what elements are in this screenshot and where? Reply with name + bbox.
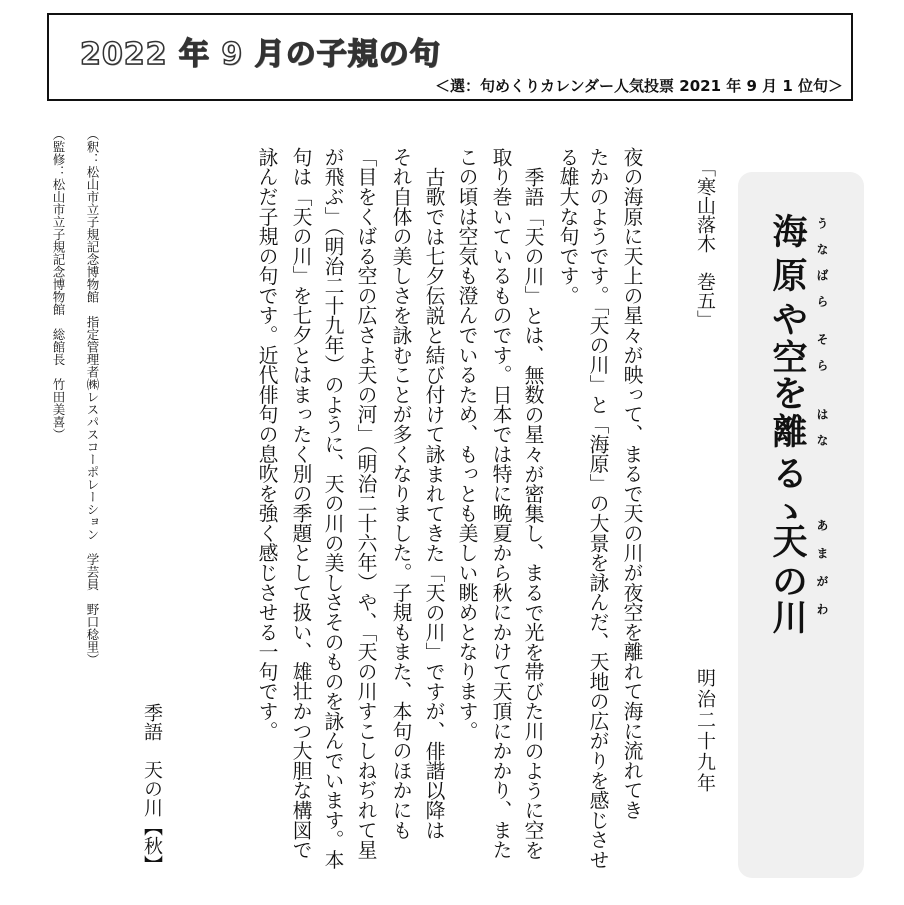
source-citation: 「寒山落木 巻五」 (694, 158, 716, 329)
haiku-char: 海 (772, 212, 808, 253)
supervision-credit: （監修：松山市立子規記念博物館 総館長 竹田美喜） (51, 128, 66, 441)
haiku-char: を (772, 374, 808, 415)
season-word: 季語 天の川【秋】 (141, 703, 163, 874)
haiku-char: 空 (772, 338, 808, 379)
haiku-char: 原 (772, 256, 808, 297)
haiku-ruby: うなばら (815, 217, 829, 321)
translation-credit: （釈：松山市立子規記念博物館 指定管理者㈱レスパスコーポレーション 学芸員 野口稔里） (85, 128, 100, 666)
haiku-char: ゝ (772, 492, 808, 533)
haiku-char: や (772, 300, 808, 341)
commentary-line: 「目をくばる空の広さよ天の河」（明治二十六年）や、「天の川すこしねぢれて星 (354, 147, 377, 860)
commentary-line: この頃は空気も澄んでいるため、もっとも美しい眺めとなります。 (455, 147, 478, 741)
commentary-line: が飛ぶ」（明治二十九年）のように、天の川の美しさそのものを詠んでいます。本 (321, 147, 344, 870)
page-title: 2022 年 9 月の子規の句 (80, 37, 441, 72)
commentary-line: たかのようです。「天の川」と「海原」の大景を詠んだ、天地の広がりを感じさせ (586, 147, 609, 870)
haiku-char: る (772, 454, 808, 495)
haiku-ruby: はな (815, 408, 829, 460)
haiku-char: 離 (772, 412, 808, 453)
commentary-line: る雄大な句です。 (556, 147, 579, 306)
commentary-line: 季語「天の川」とは、無数の星々が密集し、まるで光を帯びた川のように空を (521, 167, 544, 860)
commentary-line: 取り巻いているものです。日本では特に晩夏から秋にかけて天頂にかかり、また (489, 147, 512, 860)
haiku-char: の (772, 562, 808, 603)
commentary-line: 詠んだ子規の句です。近代俳句の息吹を強く感じさせる一句です。 (255, 147, 278, 741)
page-subtitle: ＜選：句めくりカレンダー人気投票 2021 年 9 月 1 位句＞ (435, 77, 843, 95)
commentary-line: 句は「天の川」を七夕とはまったく別の季題として扱い、雄壮かつ大胆な構図で (289, 147, 312, 860)
commentary-line: 古歌では七夕伝説と結び付けて詠まれてきた「天の川」ですが、俳諧以降は (422, 167, 445, 840)
haiku-ruby: あまがわ (815, 519, 829, 631)
header-box (47, 13, 853, 101)
haiku-text (770, 212, 850, 639)
haiku-char: 川 (772, 598, 808, 639)
haiku-date: 明治二十九年 (694, 668, 716, 794)
commentary-line: それ自体の美しさを詠むことが多くなりました。子規もまた、本句のほかにも (389, 147, 412, 840)
haiku-ruby: そら (815, 333, 829, 385)
commentary-line: 夜の海原に天上の星々が映って、まるで天の川が夜空を離れて海に流れてき (620, 147, 643, 820)
haiku-char: 天 (772, 522, 808, 563)
